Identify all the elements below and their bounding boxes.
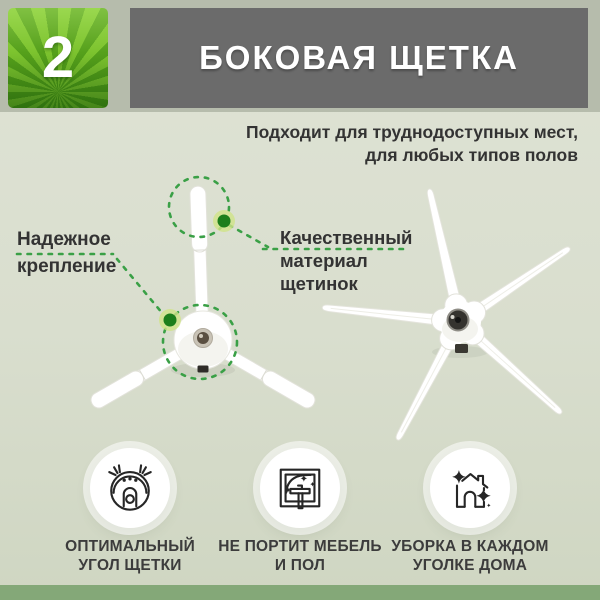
feature-label-line: ОПТИМАЛЬНЫЙ <box>65 538 195 555</box>
brush-screw <box>194 329 213 348</box>
page-title: БОКОВАЯ ЩЕТКА <box>199 39 519 76</box>
brush-clip <box>198 366 209 373</box>
brush-clip <box>455 344 468 353</box>
feature-label-line: НЕ ПОРТИТ МЕБЕЛЬ <box>218 538 382 555</box>
callout-line <box>229 225 268 247</box>
callout-text-line: Надежное <box>17 229 111 250</box>
house-sparkles-icon <box>444 462 496 514</box>
subtitle-line: для любых типов полов <box>365 145 578 165</box>
brush-screw <box>448 310 469 331</box>
callout-text-line: крепление <box>17 256 117 277</box>
feature-label-line: УГОЛ ЩЕТКИ <box>78 557 182 574</box>
three-arm-brush-image <box>88 186 318 411</box>
feature-label-line: УГОЛКЕ ДОМА <box>412 557 528 574</box>
bottom-accent-band <box>0 585 600 600</box>
feature-label <box>65 537 195 575</box>
robot-vacuum-icon <box>104 462 156 514</box>
callout-line <box>117 259 163 314</box>
feature-safe-for-furniture <box>210 448 390 575</box>
subtitle-line: Подходит для труднодоступных мест, <box>246 122 578 142</box>
step-number: 2 <box>41 25 75 90</box>
callout-text-line: материал <box>280 250 368 271</box>
feature-label <box>391 537 548 575</box>
callout-text-line: щетинок <box>280 273 358 294</box>
feature-icon-circle <box>260 448 340 528</box>
callout-text-line: Качественный <box>280 227 413 248</box>
feature-icon-circle <box>90 448 170 528</box>
feature-row <box>0 448 600 583</box>
callout-label-mount <box>17 226 116 280</box>
feature-brush-angle <box>40 448 220 575</box>
feature-label-line: УБОРКА В КАЖДОМ <box>391 538 549 555</box>
five-arm-hub <box>432 294 486 353</box>
feature-icon-circle <box>430 448 510 528</box>
squeegee-window-icon <box>274 462 326 514</box>
feature-label <box>218 537 382 575</box>
callout-label-bristles <box>280 226 412 295</box>
feature-clean-every-corner <box>380 448 560 575</box>
feature-label-line: И ПОЛ <box>274 557 326 574</box>
